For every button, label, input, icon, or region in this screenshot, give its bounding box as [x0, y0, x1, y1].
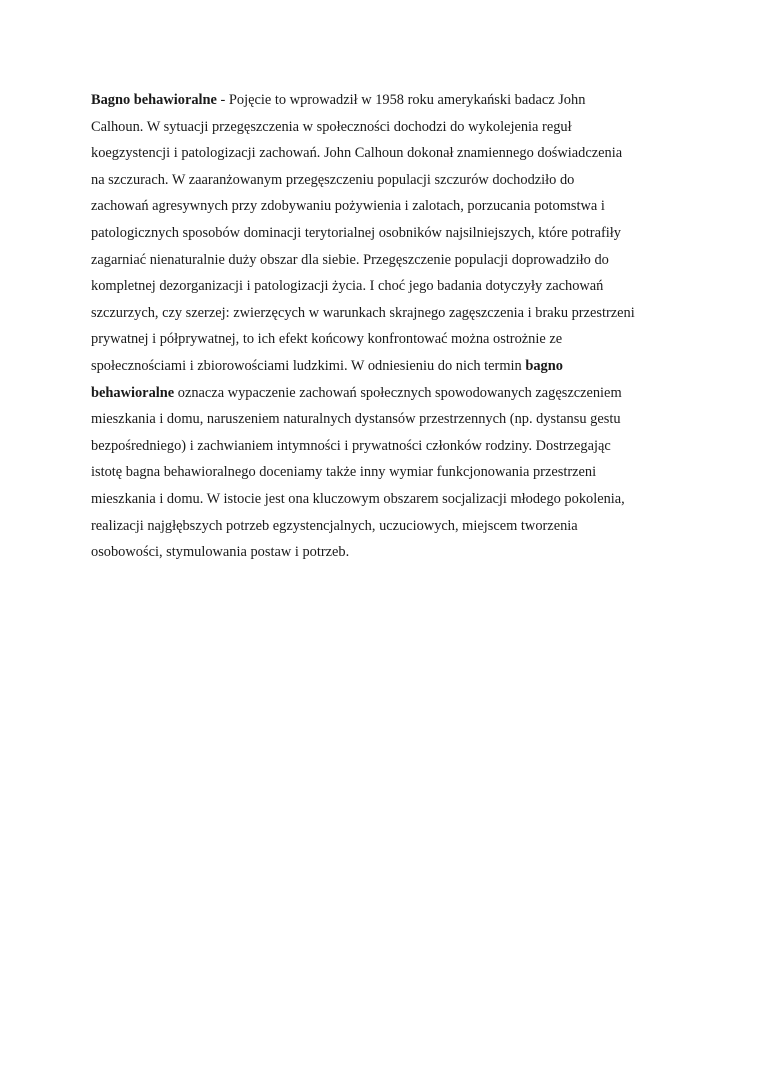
text-segment: na szczurach. W zaaranżowanym przegęszczeniu populacji szczurów dochodziło do	[91, 171, 575, 188]
text-segment: koegzystencji i patologizacji zachowań. John Calhoun dokonał znamiennego doświadczenia	[91, 145, 623, 162]
text-line	[91, 87, 681, 114]
text-segment: mieszkania i domu. W istocie jest ona kluczowym obszarem socjalizacji młodego pokolenia,	[91, 490, 625, 507]
text-segment: szczurzych, czy szerzej: zwierzęcych w warunkach skrajnego zagęszczenia i braku przestrzeni	[91, 304, 635, 321]
text-segment: mieszkania i domu, naruszeniem naturalnych dystansów przestrzennych (np. dystansu gestu	[91, 411, 621, 428]
text-line	[91, 513, 681, 540]
text-line	[91, 353, 681, 380]
bold-term: Bagno behawioralne	[91, 92, 217, 108]
paragraph	[91, 87, 681, 566]
text-line	[91, 433, 681, 460]
text-segment: prywatnej i półprywatnej, to ich efekt końcowy konfrontować można ostrożnie ze	[91, 331, 563, 348]
text-line	[91, 459, 681, 486]
text-line	[91, 406, 681, 433]
text-line	[91, 300, 681, 327]
bold-term: bagno	[525, 357, 563, 374]
text-line	[91, 326, 681, 353]
text-segment: zagarniać nienaturalnie duży obszar dla siebie. Przegęszczenie populacji doprowadziło do	[91, 251, 609, 268]
text-segment: istotę bagna behawioralnego doceniamy także inny wymiar funkcjonowania przestrzeni	[91, 464, 597, 481]
text-line	[91, 380, 681, 407]
text-line	[91, 539, 681, 566]
text-segment: bezpośredniego) i zachwianiem intymności i prywatności członków rodziny. Dostrzegając	[91, 437, 611, 454]
text-line	[91, 220, 681, 247]
text-line	[91, 486, 681, 513]
text-segment: realizacji najgłębszych potrzeb egzystencjalnych, uczuciowych, miejscem tworzenia	[91, 517, 578, 534]
text-line	[91, 247, 681, 274]
text-line	[91, 140, 681, 167]
bold-term: behawioralne	[91, 384, 175, 401]
text-segment: społecznościami i zbiorowościami ludzkimi. W odniesieniu do nich termin	[91, 357, 526, 374]
text-segment: oznacza wypaczenie zachowań społecznych spowodowanych zagęszczeniem	[174, 384, 622, 401]
text-line	[91, 167, 681, 194]
text-segment: Calhoun. W sytuacji przegęszczenia w społeczności dochodzi do wykolejenia reguł	[91, 118, 572, 135]
text-line	[91, 273, 681, 300]
text-line	[91, 114, 681, 141]
text-segment: - Pojęcie to wprowadził w 1958 roku amerykański badacz John	[216, 92, 586, 108]
text-segment: patologicznych sposobów dominacji terytorialnej osobników najsilniejszych, które potrafiły	[91, 224, 621, 241]
text-segment: osobowości, stymulowania postaw i potrzeb.	[91, 544, 350, 561]
text-line	[91, 193, 681, 220]
text-segment: zachowań agresywnych przy zdobywaniu pożywienia i zalotach, porzucania potomstwa i	[91, 198, 605, 215]
text-segment: kompletnej dezorganizacji i patologizacji życia. I choć jego badania dotyczyły zachowań	[91, 278, 604, 295]
